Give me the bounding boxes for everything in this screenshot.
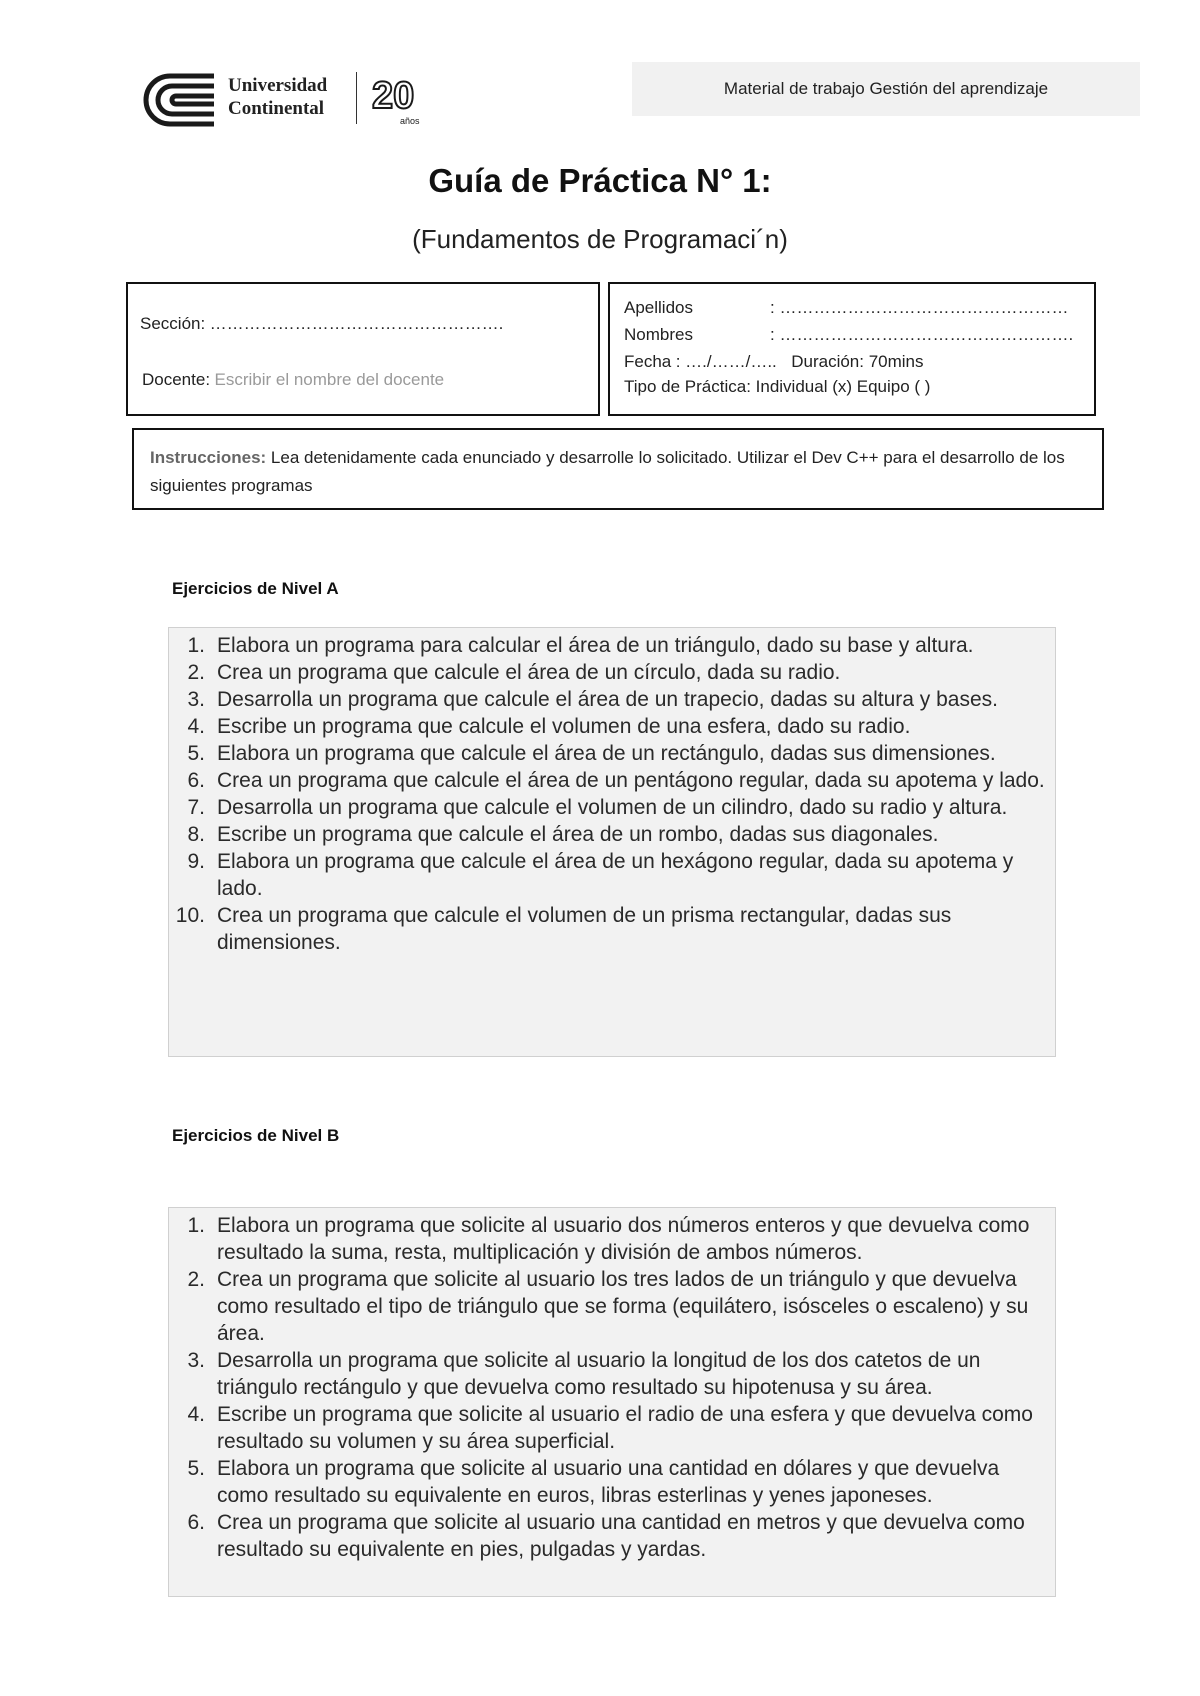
fecha-label: Fecha	[624, 352, 672, 371]
exercise-number: 2.	[187, 661, 205, 684]
exercise-item	[169, 767, 1055, 794]
exercise-number: 8.	[187, 823, 205, 846]
university-name-line1: Universidad	[228, 75, 328, 96]
university-logo	[142, 68, 422, 128]
exercise-item	[169, 659, 1055, 686]
exercise-item	[169, 1455, 1055, 1509]
docente-input[interactable]: Escribir el nombre del docente	[214, 370, 445, 389]
exercise-item	[169, 821, 1055, 848]
exercise-text: Desarrolla un programa que solicite al usuario la longitud de los dos catetos de un triángulo rectángulo y que devuelva como resultado su hipotenusa y su área.	[217, 1349, 981, 1399]
exercise-item	[169, 1347, 1055, 1401]
exercise-number: 5.	[187, 1457, 205, 1480]
nombres-label: Nombres	[624, 325, 693, 344]
exercise-number: 3.	[187, 1349, 205, 1372]
university-name-line2: Continental	[228, 98, 325, 119]
exercise-text: Elabora un programa que solicite al usuario una cantidad en dólares y que devuelva como resultado su equivalente en euros, libras esterlinas y yenes japoneses.	[217, 1457, 1000, 1507]
exercise-text: Desarrolla un programa que calcule el área de un trapecio, dadas su altura y bases.	[217, 688, 998, 711]
exercise-number: 6.	[187, 769, 205, 792]
exercise-number: 10.	[175, 904, 205, 927]
docente-field	[142, 370, 444, 390]
exercise-item	[169, 1212, 1055, 1266]
apellidos-input[interactable]: : ……………………………………………	[770, 298, 1069, 317]
docente-label: Docente:	[142, 370, 211, 389]
exercise-item	[169, 740, 1055, 767]
exercise-item	[169, 902, 1055, 956]
exercise-number: 4.	[187, 1403, 205, 1426]
apellidos-label: Apellidos	[624, 298, 693, 317]
exercise-text: Escribe un programa que solicite al usuario el radio de una esfera y que devuelva como resultado su volumen y su área superficial.	[217, 1403, 1033, 1453]
exercise-item	[169, 794, 1055, 821]
exercise-text: Escribe un programa que calcule el área de un rombo, dadas sus diagonales.	[217, 823, 939, 846]
exercise-text: Crea un programa que calcule el área de un pentágono regular, dada su apotema y lado.	[217, 769, 1045, 792]
exercise-number: 6.	[187, 1511, 205, 1534]
instructions-box	[132, 428, 1104, 510]
university-emblem-icon	[142, 72, 218, 128]
student-info-box	[608, 282, 1096, 416]
seccion-field	[140, 314, 503, 334]
fecha-field	[624, 352, 924, 372]
exercise-number: 9.	[187, 850, 205, 873]
fecha-input[interactable]: : …./……/…..	[675, 352, 777, 371]
nivel-b-list-box	[168, 1207, 1056, 1597]
seccion-label: Sección:	[140, 314, 206, 333]
exercise-text: Escribe un programa que calcule el volumen de una esfera, dado su radio.	[217, 715, 911, 738]
exercise-item	[169, 632, 1055, 659]
instructions-label: Instrucciones:	[150, 448, 267, 467]
apellidos-field	[624, 298, 1068, 318]
exercise-number: 1.	[187, 634, 205, 657]
exercise-text: Crea un programa que calcule el área de un círculo, dada su radio.	[217, 661, 841, 684]
nivel-a-heading: Ejercicios de Nivel A	[172, 579, 339, 598]
nombres-field	[624, 325, 1073, 345]
anniversary-word: años	[400, 116, 420, 126]
exercise-text: Crea un programa que solicite al usuario los tres lados de un triángulo y que devuelva como resultado el tipo de triángulo que se forma (equilátero, isósceles o escaleno) y su área.	[217, 1268, 1029, 1345]
exercise-text: Elabora un programa que calcule el área de un rectángulo, dadas sus dimensiones.	[217, 742, 996, 765]
exercise-number: 1.	[187, 1214, 205, 1237]
section-teacher-box	[126, 282, 600, 416]
exercise-text: Crea un programa que solicite al usuario una cantidad en metros y que devuelva como resultado su equivalente en pies, pulgadas y yardas.	[217, 1511, 1025, 1561]
exercise-text: Elabora un programa que calcule el área de un hexágono regular, dada su apotema y lado.	[217, 850, 1014, 900]
exercise-text: Elabora un programa que solicite al usuario dos números enteros y que devuelva como resultado la suma, resta, multiplicación y división de ambos números.	[217, 1214, 1030, 1264]
exercise-number: 7.	[187, 796, 205, 819]
nivel-a-list-box	[168, 627, 1056, 1057]
tipo-practica-field	[624, 377, 930, 397]
nivel-a-list	[169, 628, 1055, 956]
exercise-number: 2.	[187, 1268, 205, 1291]
header-banner: Material de trabajo Gestión del aprendizaje	[632, 62, 1140, 116]
exercise-item	[169, 848, 1055, 902]
duracion-label: Duración: 70mins	[791, 352, 924, 371]
seccion-input[interactable]: …………………………………………….	[209, 314, 504, 333]
exercise-item	[169, 1266, 1055, 1347]
exercise-text: Crea un programa que calcule el volumen de un prisma rectangular, dadas sus dimensiones.	[217, 904, 952, 954]
exercise-text: Desarrolla un programa que calcule el volumen de un cilindro, dado su radio y altura.	[217, 796, 1008, 819]
exercise-number: 4.	[187, 715, 205, 738]
exercise-text: Elabora un programa para calcular el área de un triángulo, dado su base y altura.	[217, 634, 974, 657]
exercise-number: 5.	[187, 742, 205, 765]
university-name	[228, 74, 327, 120]
nivel-b-heading: Ejercicios de Nivel B	[172, 1126, 340, 1145]
nombres-input[interactable]: : …………………………………………….	[770, 325, 1074, 344]
tipo-practica-label: Tipo de Práctica: Individual (x) Equipo ( )	[624, 377, 931, 396]
logo-divider	[356, 72, 357, 124]
page-subtitle: (Fundamentos de Programaci´n)	[412, 224, 788, 254]
instructions-text: Lea detenidamente cada enunciado y desarrolle lo solicitado. Utilizar el Dev C++ para el desarrollo de los siguientes programas	[150, 448, 1065, 495]
exercise-item	[169, 686, 1055, 713]
anniversary-20-icon	[370, 72, 430, 128]
exercise-item	[169, 1401, 1055, 1455]
nivel-b-list	[169, 1208, 1055, 1563]
anniversary-number: 20	[372, 75, 415, 117]
exercise-number: 3.	[187, 688, 205, 711]
exercise-item	[169, 713, 1055, 740]
exercise-item	[169, 1509, 1055, 1563]
page-title: Guía de Práctica N° 1:	[428, 162, 772, 199]
